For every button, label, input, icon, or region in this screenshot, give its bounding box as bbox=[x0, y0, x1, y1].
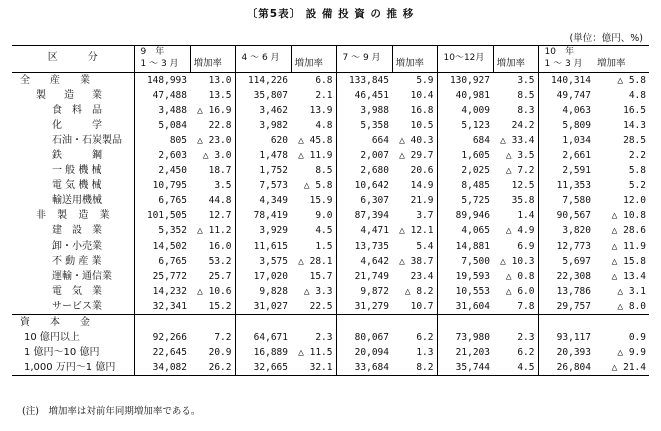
rate-header: 増加率 bbox=[190, 46, 235, 73]
rate-cell: 7.2 bbox=[190, 330, 235, 345]
value-cell: 2,025 bbox=[461, 165, 490, 177]
rate-cell: △ 16.9 bbox=[190, 103, 235, 118]
rate-cell: 2.1 bbox=[291, 88, 336, 103]
rate-cell: 5.4 bbox=[392, 239, 437, 254]
table-row bbox=[12, 148, 649, 163]
rate-cell: 10.7 bbox=[392, 299, 437, 315]
value-cell: 3,575 bbox=[259, 255, 288, 267]
rate-cell: △ 3.5 bbox=[493, 148, 538, 163]
rate-header: 増加率 bbox=[392, 46, 437, 73]
value-cell: 78,419 bbox=[253, 210, 288, 222]
value-cell: 9,872 bbox=[360, 285, 389, 297]
row-label: 10 億円以上 bbox=[12, 330, 134, 345]
row-label: 一 般 機 械 bbox=[12, 163, 134, 178]
value-cell: 684 bbox=[472, 135, 490, 147]
unit-label: (単位：億円、%) bbox=[569, 33, 643, 44]
value-cell: 9,828 bbox=[259, 285, 288, 297]
period-year: 10 年 bbox=[544, 47, 574, 57]
rate-cell bbox=[190, 314, 235, 330]
rate-cell: 7.8 bbox=[493, 299, 538, 315]
value-cell: 31,604 bbox=[455, 300, 490, 312]
rate-cell: △ 10.6 bbox=[190, 284, 235, 299]
rate-cell: 21.9 bbox=[392, 193, 437, 208]
value-cell: 21,749 bbox=[354, 270, 389, 282]
value-cell: 2,603 bbox=[158, 150, 187, 162]
value-cell: 2,450 bbox=[158, 165, 187, 177]
table-row bbox=[12, 103, 649, 118]
value-cell: 5,358 bbox=[360, 120, 389, 132]
value-cell: 3,462 bbox=[259, 105, 288, 117]
rate-cell: △ 11.5 bbox=[291, 345, 336, 360]
value-cell: 31,279 bbox=[354, 300, 389, 312]
rate-cell: △ 15.8 bbox=[611, 255, 646, 267]
table-row bbox=[12, 299, 649, 315]
rate-cell: 13.5 bbox=[190, 88, 235, 103]
row-label: 電 気 機 械 bbox=[12, 178, 134, 193]
value-cell: 25,772 bbox=[152, 270, 187, 282]
value-cell bbox=[336, 314, 392, 330]
value-cell: 5,697 bbox=[562, 255, 591, 267]
rate-cell: 10.5 bbox=[392, 118, 437, 133]
rate-cell bbox=[291, 314, 336, 330]
rate-cell: 1.5 bbox=[291, 239, 336, 254]
rate-cell bbox=[594, 314, 649, 330]
value-cell: 10,642 bbox=[354, 180, 389, 192]
period-year: 9 年 bbox=[140, 47, 165, 57]
rate-cell: 12.7 bbox=[190, 208, 235, 223]
rate-cell: △ 33.4 bbox=[493, 133, 538, 148]
rate-cell: △ 38.7 bbox=[392, 254, 437, 269]
value-cell: 46,451 bbox=[354, 90, 389, 102]
row-label: 資 本 金 bbox=[12, 314, 134, 330]
value-cell: 16,889 bbox=[253, 346, 288, 358]
value-cell: 1,034 bbox=[562, 135, 591, 147]
table-row bbox=[12, 193, 649, 208]
row-label: 全 産 業 bbox=[12, 73, 134, 89]
rate-cell: 16.5 bbox=[623, 105, 646, 117]
rate-cell: 15.9 bbox=[291, 193, 336, 208]
rate-cell: △ 0.8 bbox=[493, 269, 538, 284]
footnote: (注) 増加率は対前年同期増加率である。 bbox=[22, 406, 201, 417]
investment-table bbox=[12, 45, 649, 376]
value-cell: 7,500 bbox=[461, 255, 490, 267]
value-cell: 29,757 bbox=[556, 300, 591, 312]
value-cell: 4,642 bbox=[360, 255, 389, 267]
value-cell: 12,773 bbox=[556, 240, 591, 252]
rate-cell: △ 3.3 bbox=[291, 284, 336, 299]
value-cell: 32,341 bbox=[152, 300, 187, 312]
rate-cell: △ 21.4 bbox=[611, 361, 646, 373]
value-cell: 7,573 bbox=[259, 180, 288, 192]
value-cell: 2,007 bbox=[360, 150, 389, 162]
rate-cell: △ 9.9 bbox=[617, 346, 646, 358]
value-cell: 140,314 bbox=[538, 73, 594, 89]
value-cell: 13,735 bbox=[354, 240, 389, 252]
rate-cell: △ 11.9 bbox=[611, 240, 646, 252]
value-cell: 32,665 bbox=[253, 361, 288, 373]
value-cell: 3,982 bbox=[259, 120, 288, 132]
value-cell bbox=[437, 314, 493, 330]
value-cell: 90,567 bbox=[556, 210, 591, 222]
table-title: 〔第5表〕 設 備 投 資 の 推 移 bbox=[246, 8, 415, 20]
value-cell: 20,393 bbox=[556, 346, 591, 358]
rate-cell: 13.9 bbox=[291, 103, 336, 118]
rate-cell: △ 28.1 bbox=[291, 254, 336, 269]
table-row bbox=[12, 88, 649, 103]
rate-cell: △ 7.2 bbox=[493, 163, 538, 178]
rate-cell: 8.5 bbox=[493, 88, 538, 103]
value-cell: 114,226 bbox=[235, 73, 291, 89]
value-cell: 33,684 bbox=[354, 361, 389, 373]
value-cell: 148,993 bbox=[134, 73, 190, 89]
rate-cell: 3.5 bbox=[190, 178, 235, 193]
period-months: 1 〜 3 月 bbox=[544, 59, 583, 69]
rate-cell: 6.2 bbox=[392, 330, 437, 345]
rate-cell: 23.4 bbox=[392, 269, 437, 284]
rate-cell: 13.0 bbox=[190, 73, 235, 89]
rate-cell: 10.4 bbox=[392, 88, 437, 103]
rate-cell: △ 28.6 bbox=[611, 225, 646, 237]
rate-cell: 15.2 bbox=[190, 299, 235, 315]
row-label: 卸・小売業 bbox=[12, 239, 134, 254]
value-cell: 4,009 bbox=[461, 105, 490, 117]
period-header bbox=[437, 46, 493, 73]
rate-cell: 16.0 bbox=[190, 239, 235, 254]
value-cell: 35,744 bbox=[455, 361, 490, 373]
rate-cell: 4.8 bbox=[291, 118, 336, 133]
table-row bbox=[12, 269, 649, 284]
value-cell bbox=[538, 314, 594, 330]
value-cell: 2,591 bbox=[562, 165, 591, 177]
value-cell: 805 bbox=[169, 135, 187, 147]
rate-cell: △ 8.0 bbox=[617, 300, 646, 312]
rate-cell: △ 11.9 bbox=[291, 148, 336, 163]
rate-cell: 14.9 bbox=[392, 178, 437, 193]
value-cell: 11,615 bbox=[253, 240, 288, 252]
value-cell: 5,084 bbox=[158, 120, 187, 132]
value-cell: 11,353 bbox=[556, 180, 591, 192]
rate-cell: 2.3 bbox=[493, 330, 538, 345]
value-cell: 3,488 bbox=[158, 105, 187, 117]
rate-cell: 22.8 bbox=[190, 118, 235, 133]
value-cell: 20,094 bbox=[354, 346, 389, 358]
value-cell: 89,946 bbox=[455, 210, 490, 222]
rate-cell: 8.5 bbox=[291, 163, 336, 178]
row-label: 1 億円〜10 億円 bbox=[12, 345, 134, 360]
value-cell: 47,488 bbox=[152, 90, 187, 102]
rate-cell: △ 23.0 bbox=[190, 133, 235, 148]
row-label: 石油・石炭製品 bbox=[12, 133, 134, 148]
row-label: 運輸・通信業 bbox=[12, 269, 134, 284]
rate-cell: △ 13.4 bbox=[611, 270, 646, 282]
rate-cell: 26.2 bbox=[190, 360, 235, 376]
rate-cell: 6.9 bbox=[493, 239, 538, 254]
value-cell: 5,725 bbox=[461, 195, 490, 207]
rate-cell: △ 12.1 bbox=[392, 223, 437, 238]
rate-cell bbox=[392, 314, 437, 330]
table-row bbox=[12, 254, 649, 269]
rate-cell: 14.3 bbox=[623, 120, 646, 132]
rate-cell: △ 40.3 bbox=[392, 133, 437, 148]
rate-cell: △ 11.2 bbox=[190, 223, 235, 238]
value-cell: 80,067 bbox=[354, 331, 389, 343]
table-row bbox=[12, 163, 649, 178]
rate-cell: △ 5.8 bbox=[594, 73, 649, 89]
period-header bbox=[336, 46, 392, 73]
rate-cell: △ 10.3 bbox=[493, 254, 538, 269]
value-cell: 1,752 bbox=[259, 165, 288, 177]
rate-cell: 16.8 bbox=[392, 103, 437, 118]
value-cell: 40,981 bbox=[455, 90, 490, 102]
row-label: 製 造 業 bbox=[12, 88, 134, 103]
row-label: 輸送用機械 bbox=[12, 193, 134, 208]
table-row bbox=[12, 208, 649, 223]
rate-cell: 6.2 bbox=[493, 345, 538, 360]
rate-cell: △ 29.7 bbox=[392, 148, 437, 163]
rate-cell: △ 8.2 bbox=[392, 284, 437, 299]
period-months: 10〜12月 bbox=[443, 53, 485, 63]
value-cell bbox=[134, 314, 190, 330]
value-cell: 5,123 bbox=[461, 120, 490, 132]
period-months: 7 〜 9 月 bbox=[342, 53, 381, 63]
value-cell: 1,605 bbox=[461, 150, 490, 162]
rate-header: 増加率 bbox=[597, 58, 626, 69]
value-cell bbox=[235, 314, 291, 330]
rate-cell: △ 45.8 bbox=[291, 133, 336, 148]
value-cell: 7,580 bbox=[562, 195, 591, 207]
rate-cell: 44.8 bbox=[190, 193, 235, 208]
value-cell: 4,063 bbox=[562, 105, 591, 117]
value-cell: 14,502 bbox=[152, 240, 187, 252]
rate-cell: 25.7 bbox=[190, 269, 235, 284]
value-cell: 664 bbox=[371, 135, 389, 147]
value-cell: 6,765 bbox=[158, 195, 187, 207]
rate-cell: 4.8 bbox=[628, 90, 646, 102]
period-header bbox=[134, 46, 190, 73]
value-cell: 73,980 bbox=[455, 331, 490, 343]
value-cell: 6,765 bbox=[158, 255, 187, 267]
rate-cell: 53.2 bbox=[190, 254, 235, 269]
value-cell: 133,845 bbox=[336, 73, 392, 89]
rate-cell: 3.7 bbox=[392, 208, 437, 223]
value-cell: 4,349 bbox=[259, 195, 288, 207]
value-cell: 35,807 bbox=[253, 90, 288, 102]
value-cell: 17,020 bbox=[253, 270, 288, 282]
rate-cell: △ 5.8 bbox=[291, 178, 336, 193]
rate-cell: 1.3 bbox=[392, 345, 437, 360]
value-cell: 3,929 bbox=[259, 225, 288, 237]
row-label: サービス業 bbox=[12, 299, 134, 315]
value-cell: 620 bbox=[270, 135, 288, 147]
value-cell: 34,082 bbox=[152, 361, 187, 373]
value-cell: 4,065 bbox=[461, 225, 490, 237]
value-cell: 4,471 bbox=[360, 225, 389, 237]
row-label: 不 動 産 業 bbox=[12, 254, 134, 269]
rate-cell: △ 6.0 bbox=[493, 284, 538, 299]
rate-cell: 3.5 bbox=[493, 73, 538, 89]
row-label: 非 製 造 業 bbox=[12, 208, 134, 223]
table-row bbox=[12, 330, 649, 345]
rate-cell: 32.1 bbox=[291, 360, 336, 376]
rate-cell: 1.4 bbox=[493, 208, 538, 223]
row-label: 1,000 万円〜1 億円 bbox=[12, 360, 134, 376]
rate-header: 増加率 bbox=[493, 46, 538, 73]
rate-cell: 24.2 bbox=[493, 118, 538, 133]
rate-cell: 4.5 bbox=[291, 223, 336, 238]
rate-cell: 9.0 bbox=[291, 208, 336, 223]
rate-cell: 28.5 bbox=[623, 135, 646, 147]
value-cell: 87,394 bbox=[354, 210, 389, 222]
value-cell: 101,505 bbox=[146, 210, 187, 222]
row-label: 電 気 業 bbox=[12, 284, 134, 299]
value-cell: 19,593 bbox=[455, 270, 490, 282]
value-cell: 5,352 bbox=[158, 225, 187, 237]
value-cell: 93,117 bbox=[556, 331, 591, 343]
value-cell: 10,795 bbox=[152, 180, 187, 192]
category-header: 区 分 bbox=[12, 46, 134, 73]
rate-cell: 20.9 bbox=[190, 345, 235, 360]
rate-cell: 18.7 bbox=[190, 163, 235, 178]
rate-cell: 5.8 bbox=[628, 165, 646, 177]
table-row bbox=[12, 360, 649, 376]
value-cell: 14,232 bbox=[152, 285, 187, 297]
rate-header: 増加率 bbox=[291, 46, 336, 73]
rate-cell: 5.2 bbox=[628, 180, 646, 192]
rate-cell: 0.9 bbox=[628, 331, 646, 343]
period-months: 4 〜 6 月 bbox=[241, 53, 280, 63]
rate-cell: △ 3.1 bbox=[617, 285, 646, 297]
table-row bbox=[12, 178, 649, 193]
value-cell: 2,680 bbox=[360, 165, 389, 177]
value-cell: 3,820 bbox=[562, 225, 591, 237]
row-label: 鉄 鋼 bbox=[12, 148, 134, 163]
period-header bbox=[538, 46, 594, 73]
value-cell: 26,804 bbox=[556, 361, 591, 373]
table-row bbox=[12, 223, 649, 238]
rate-cell: 6.8 bbox=[291, 73, 336, 89]
value-cell: 21,203 bbox=[455, 346, 490, 358]
value-cell: 14,881 bbox=[455, 240, 490, 252]
table-row bbox=[12, 73, 649, 89]
value-cell: 13,786 bbox=[556, 285, 591, 297]
rate-cell: 12.0 bbox=[623, 195, 646, 207]
value-cell: 8,485 bbox=[461, 180, 490, 192]
rate-cell: △ 3.0 bbox=[190, 148, 235, 163]
rate-cell: 22.5 bbox=[291, 299, 336, 315]
table-row bbox=[12, 118, 649, 133]
table-row bbox=[12, 345, 649, 360]
rate-cell: 2.2 bbox=[628, 150, 646, 162]
rate-cell: 2.3 bbox=[291, 330, 336, 345]
table-row bbox=[12, 314, 649, 330]
value-cell: 22,645 bbox=[152, 346, 187, 358]
value-cell: 10,553 bbox=[455, 285, 490, 297]
rate-cell: 8.2 bbox=[392, 360, 437, 376]
value-cell: 64,671 bbox=[253, 331, 288, 343]
table-row bbox=[12, 133, 649, 148]
rate-cell: 20.6 bbox=[392, 163, 437, 178]
rate-cell: 4.5 bbox=[493, 360, 538, 376]
value-cell: 92,266 bbox=[152, 331, 187, 343]
value-cell: 130,927 bbox=[437, 73, 493, 89]
rate-cell: 8.3 bbox=[493, 103, 538, 118]
rate-cell bbox=[493, 314, 538, 330]
value-cell: 22,308 bbox=[556, 270, 591, 282]
value-cell: 3,988 bbox=[360, 105, 389, 117]
value-cell: 31,027 bbox=[253, 300, 288, 312]
rate-cell: △ 4.9 bbox=[493, 223, 538, 238]
value-cell: 2,661 bbox=[562, 150, 591, 162]
rate-cell: 5.9 bbox=[392, 73, 437, 89]
period-header bbox=[235, 46, 291, 73]
period-months: 1 〜 3 月 bbox=[140, 59, 179, 69]
table-row bbox=[12, 284, 649, 299]
row-label: 建 設 業 bbox=[12, 223, 134, 238]
table-row bbox=[12, 239, 649, 254]
value-cell: 6,307 bbox=[360, 195, 389, 207]
rate-cell: △ 10.8 bbox=[611, 210, 646, 222]
rate-cell: 15.7 bbox=[291, 269, 336, 284]
value-cell: 1,478 bbox=[259, 150, 288, 162]
value-cell: 5,809 bbox=[562, 120, 591, 132]
rate-cell: 12.5 bbox=[493, 178, 538, 193]
row-label: 化 学 bbox=[12, 118, 134, 133]
value-cell: 49,747 bbox=[556, 90, 591, 102]
rate-cell: 35.8 bbox=[493, 193, 538, 208]
row-label: 食 料 品 bbox=[12, 103, 134, 118]
